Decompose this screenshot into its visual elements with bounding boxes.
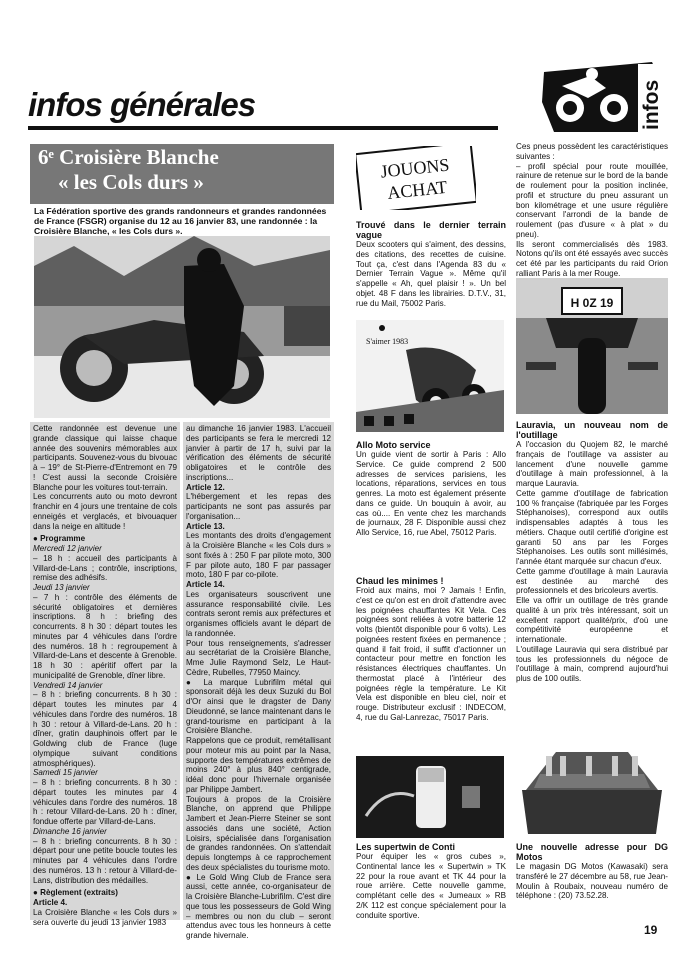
right-dgmotos	[516, 842, 668, 901]
motorcycle-snow-photo	[34, 236, 330, 418]
dg-text: Le magasin DG Motos (Kawasaki) sera transféré le 27 décembre au 58, rue Jean-Moulin à Roubaix, nouveau numéro de téléphone : (20) 73.52.28.	[516, 862, 668, 901]
col2-paragraph: Pour tous renseignements, s'adresser au secrétariat de la Croisière Blanche, Mme Julie Raymond Selz, Le Haut-Cèdre, Rubelles, 77950 Maincy.	[186, 638, 331, 677]
lauravia-paragraph: L'outillage Lauravia qui sera distribué par tous les professionnels du négoce de l'outillage à main, comprend aujourd'hui plus de 100 outils.	[516, 644, 668, 683]
col2-paragraph: au dimanche 16 janvier 1983. L'accueil des participants se fera le mercredi 12 janvier à partir de 17 h, suivi par la vérification des éléments de sécurité obligatoires et le contrôle des inscriptions...	[186, 424, 331, 482]
article-title-line2: « les Cols durs »	[58, 170, 204, 194]
middle-item1	[356, 220, 506, 308]
programme-heading: ● Programme	[33, 534, 86, 544]
programme-day: Samedi 15 janvier	[33, 768, 98, 778]
item3-title: Chaud les minimes !	[356, 576, 444, 586]
heated-grips-photo	[356, 756, 504, 838]
agenda-book-photo	[356, 320, 504, 432]
tyre-paragraph: – profil spécial pour route mouillée, rainure de retenue sur le bord de la bande de roulement pour la position inclinée, profil et structure du pneu assurant un bon kilométrage et une usure régulière conservant l'arrondi de la bande de roulement (pas d'usure « à plat » du pneu).	[516, 161, 668, 239]
left-col2	[183, 422, 334, 940]
right-lauravia	[516, 420, 668, 684]
programme-entry: – 8 h : briefing concurrents. 8 h 30 : départ toutes les minutes par 4 véhicules dans l'ordre des numéros. 18 h 30 : retour à Villard-de-Lans. 20 h : dîner, gratin dauphinois offert par le Goldwing club de France (luge olympique suivant conditions atmosphériques).	[33, 690, 177, 768]
col2-paragraph: Rappelons que ce produit, remétallisant pour moteur mis au point par la Nasa, supporte des températures extrêmes de moins 240° à plus 840° centigrade, idéal donc pour l'hivernale organisée par Philippe Jambert.	[186, 736, 331, 794]
infos-logo	[540, 58, 668, 136]
lauravia-title: Lauravia, un nouveau nom de l'outillage	[516, 420, 668, 440]
tyre-paragraph: Ces pneus possèdent les caractéristiques suivantes :	[516, 142, 668, 161]
col2-paragraph: Toujours à propos de la Croisière Blanche, on apprend que Philippe Jambert et Jean-Pierre Steiner se sont associés dans une société, Action Loisirs, spécialisée dans l'organisation de grandes randonnées. On s'attendait depuis longtemps à ce rapprochement des deux spécialistes du tourisme moto.	[186, 794, 331, 872]
book-cover-text: S'aimer 1983	[366, 337, 409, 346]
col1-paragraph: Les concurrents auto ou moto devront franchir en 4 jours une trentaine de cols enneigés et verglacés, et bivouaquer dans la neige en altitude !	[33, 492, 177, 531]
plate-text: H 0Z 19	[570, 296, 614, 310]
toolbox-photo	[516, 730, 668, 838]
reglement-text: La Croisière Blanche « les Cols durs » sera ouverte du jeudi 13 janvier 1983	[33, 907, 177, 927]
logo-text: infos	[640, 79, 663, 130]
item2-title: Allo Moto service	[356, 440, 431, 450]
right-tyre-text	[516, 142, 668, 279]
article-heading: Article 12.	[186, 482, 225, 492]
programme-entry: – 8 h : briefing concurrents. 8 h 30 : départ pour une petite boucle toutes les minutes par 4 véhicules dans l'ordre des numéros. 13 h : retour à Villard-de-Lans, distribution des médailles.	[33, 836, 177, 885]
header-rule	[28, 126, 498, 130]
col2-paragraph: ● Le Gold Wing Club de France sera aussi, cette année, co-organisateur de la Croisière Blanche-Lubrifilm. C'est dire que tous les possesseurs de Gold Wing – membres ou non du club – seront attendus avec tous les honneurs à cette grande hivernale.	[186, 872, 331, 940]
middle-item2	[356, 440, 506, 538]
item3-text: Froid aux mains, moi ? Jamais ! Enfin, c'est ce qu'on est en droit d'attendre avec les poignées chauffantes Kit Vela. Ces poignées sont reliées à votre batterie 12 volts (bientôt disponible pour 6 volts). Les poignées restent fixées en permanence ; quand il fait froid, il suffit d'actionner un contacteur pour mettre en fonction les résistances électriques chauffantes. Un thermostat placé à l'intérieur des poignées règle la température. Le Kit Vela est disponible en bleu ciel, noir et rouge. Distributeur exclusif : INDECOM, 4, rue du Gal-Lanrezac, 75017 Paris.	[356, 586, 506, 722]
col2-paragraph: ● La marque Lubrifilm métal qui sponsorait déjà les deux Suzuki du Bol d'Or ainsi que le dragster de Dany Dieudonné, se lance maintenant dans le grand-tourisme en participant à la Croisière Blanche.	[186, 677, 331, 736]
programme-day: Jeudi 13 janvier	[33, 583, 90, 592]
programme-entry: – 18 h : accueil des participants à Villard-de-Lans ; contrôle, inscriptions, remise des adhésifs.	[33, 553, 177, 583]
page-number: 19	[644, 923, 658, 937]
col2-paragraph: L'hébergement et les repas des participants ne sont pas assurés par l'organisation...	[186, 492, 331, 521]
item1-title: Trouvé dans le dernier terrain vague	[356, 220, 506, 240]
programme-entry: – 7 h : contrôle des éléments de sécurité obligatoires et dernières inscriptions. 8 h : briefing des concurrents. 8 h 30 : départ toutes les minutes par 4 véhicules dans l'ordre des numéros. 18 h : regroupement à Villard-de-Lans et descente à Grenoble. 18 h 30 : apéritif offert par la municipalité de Grenoble, dîner libre.	[33, 592, 177, 680]
col2-paragraph: Les montants des droits d'engagement à la Croisière Blanche « les Cols durs » sont fixés à : 250 F par pilote moto, 300 F par pilote auto, 180 F par passager moto, 180 F par co-pilote.	[186, 531, 331, 580]
col1-paragraph: Cette randonnée est devenue une grande classique qui laisse chaque année des souvenirs mémorables aux participants. Souvenez-vous du bivouac à – 19° de St-Pierre-d'Entremont en 79 ! C'est aussi la seconde Croisière Blanche pour les voitures tout-terrain.	[33, 424, 177, 492]
jouons-line2: ACHAT	[386, 176, 449, 204]
middle-item4	[356, 842, 506, 920]
jouons-achat-logo	[356, 146, 476, 210]
reglement-heading: ● Règlement (extraits)	[33, 888, 118, 898]
lauravia-paragraph: Cette gamme d'outillage de fabrication 100 % française (fabriquée par les Forges Stéphanoises), correspond aux outils indispensables adaptés à tous les métiers. Chaque outil certifié d'origine est garanti 50 ans par les Forges Stéphanoises. Les outils sont millésimés, l'année étant marquée sur chacun d'eux.	[516, 488, 668, 566]
programme-day: Vendredi 14 janvier	[33, 680, 103, 690]
item1-text: Deux scooters qui s'aiment, des dessins, des citations, des recettes de cuisine. Tout ça, c'est dans l'Agenda 83 du « Dernier Terrain Vague ». Même qu'il s'appelle « Ah, quel plaisir ! ». Un bel objet. 48 F dans les librairies. D.T.V., 31, rue du Mail, 75002 Paris.	[356, 240, 506, 308]
dg-title: Une nouvelle adresse pour DG Motos	[516, 842, 668, 862]
section-title: infos générales	[28, 86, 256, 123]
item4-text: Pour équiper les « gros cubes », Continental lance les « Supertwin » TK 22 pour la roue avant et TK 44 pour la roue arrière. Cette nouvelle gamme, complétant celle des « Jumeaux » RB 2/K 112 est conçue spécialement pour la conduite sportive.	[356, 852, 506, 920]
reglement-article: Article 4.	[33, 898, 68, 907]
article-heading: Article 14.	[186, 580, 225, 589]
lauravia-paragraph: Cette gamme d'outillage à main Lauravia est destinée au marché des professionnels et des bricoleurs avertis.	[516, 566, 668, 596]
col2-paragraph: Les organisateurs souscrivent une assurance responsabilité civile. Les contrats seront remis aux préfectures et organismes officiels avant le départ de la randonnée.	[186, 589, 331, 638]
article-heading: Article 13.	[186, 521, 225, 531]
lauravia-paragraph: Elle va offrir un outillage de très grande qualité à un prix très intéressant, soit un excellent rapport qualité/prix, d'où une compétitivité européenne et internationale.	[516, 596, 668, 644]
article-title-line1: 6ᵉ Croisière Blanche	[38, 145, 219, 169]
jouons-line1: JOUONS	[379, 154, 451, 182]
item2-text: Un guide vient de sortir à Paris : Allo Service. Ce guide comprend 2 500 adresses de services parisiens, les locations, réparations, services en tous genres. La moto est également présente dans ce guide. Un bouquin à avoir, au cas où.... En vente chez les marchands de journaux, 28 F. Disponible aussi chez Allo Service, 16, rue Abel, 75012 Paris.	[356, 450, 506, 537]
middle-item3	[356, 576, 506, 723]
left-col1	[30, 422, 180, 927]
programme-day: Dimanche 16 janvier	[33, 826, 107, 836]
lauravia-paragraph: A l'occasion du Quojem 82, le marché français de l'outillage va assister au lancement d'une nouvelle gamme d'outillage à main professionnel, à la marque Lauravia.	[516, 440, 668, 488]
motorcycle-rear-photo	[516, 278, 668, 414]
programme-day: Mercredi 12 janvier	[33, 544, 102, 553]
item4-title: Les supertwin de Conti	[356, 842, 456, 852]
programme-entry: – 8 h : briefing concurrents. 8 h 30 : départ toutes les minutes par 4 véhicules dans l'ordre des numéros. 18 h : retour Villard-de-Lans. 20 h : dîner, fondue offerte par Villard-de-Lans.	[33, 778, 177, 826]
tyre-paragraph: Ils seront commercialisés dès 1983. Notons qu'ils ont été essayés avec succès cet été par les participants du raid Orion ralliant Paris à la mer Rouge.	[516, 239, 668, 278]
article-intro: La Fédération sportive des grands randonneurs et grandes randonnées de France (FSGR) organise du 12 au 16 janvier 83, une randonnée : la Croisière Blanche, « les Cols durs ».	[34, 206, 327, 236]
